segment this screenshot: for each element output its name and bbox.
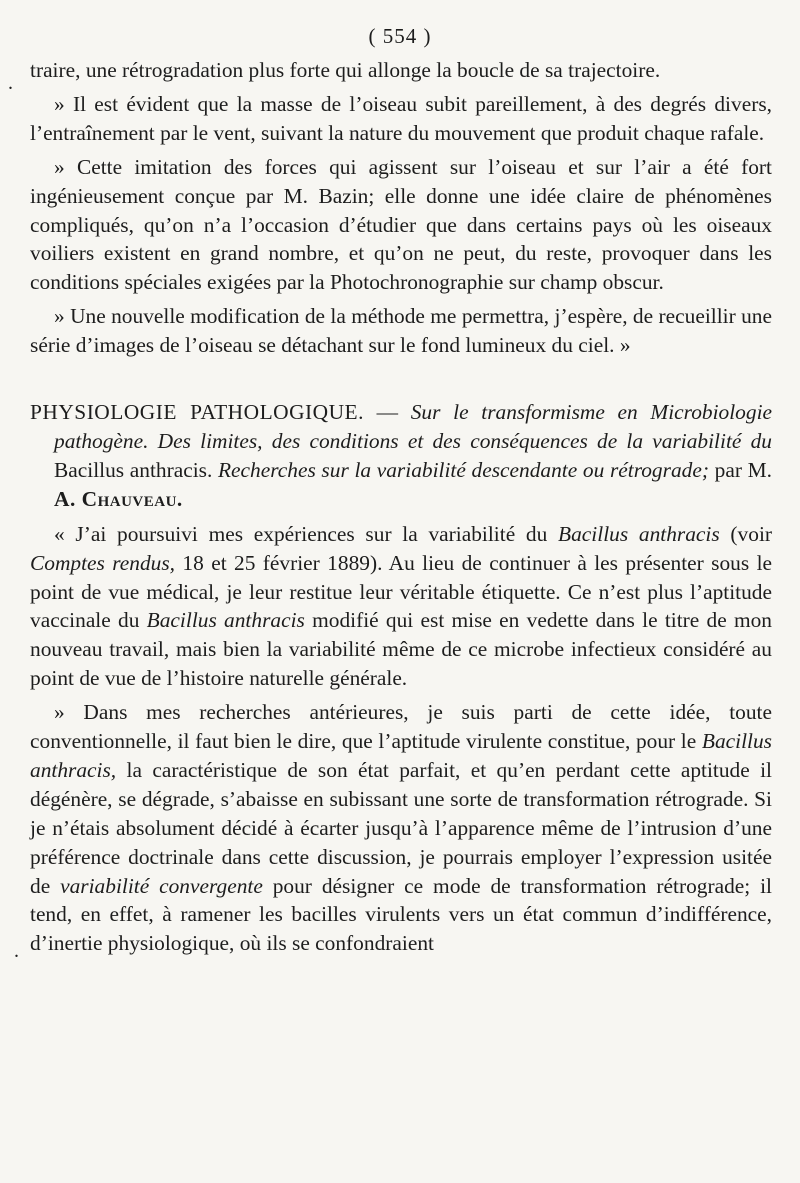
- text-run: (voir: [719, 521, 773, 546]
- body-text: [30, 56, 772, 958]
- text-run: pour désigner ce mode de transformation rétrograde; il tend, en effet, à ramener les bacilles virulents vers un état commun d’indifférence, d’inertie physiologique, où ils se confondraient: [30, 873, 772, 956]
- section-title-roman: Bacillus anthracis.: [54, 457, 213, 482]
- section-label: PHYSIOLOGIE PATHOLOGIQUE.: [30, 400, 364, 425]
- paragraph: [30, 520, 772, 693]
- italic-run: Bacillus anthracis: [146, 608, 305, 633]
- author-name: A. Chauveau.: [54, 486, 183, 511]
- section-heading: [30, 398, 772, 514]
- paragraph: » Cette imitation des forces qui agissent sur l’oiseau et sur l’air a été fort ingénieusement conçue par M. Bazin; elle donne une idée claire de phénomènes compliqués, qu’on n’a l’occasion d’étudier que dans certains pays où les oiseaux voiliers existent en grand nombre, et qu’on ne peut, du reste, provoquer dans les conditions spéciales exigées par la Photochronographie sur champ obscur.: [30, 154, 772, 295]
- paragraph: traire, une rétrogradation plus forte qui allonge la boucle de sa trajectoire.: [30, 58, 661, 82]
- heading-dash: —: [363, 400, 411, 425]
- italic-run: Comptes rendus,: [30, 550, 176, 575]
- text-run: la caractéristique de son état parfait, et qu’en perdant cette aptitude il dégénère, se dégrade, s’abaisse en subissant une sorte de transformation rétrograde. Si je n’étais absolument décidé à écarter jusqu’à l’apparence même de l’intrusion d’une préférence doctrinale dans cette discussion, je pourrais employer l’expression usitée de: [30, 757, 772, 898]
- text-run: « J’ai poursuivi mes expériences sur la variabilité du: [54, 521, 559, 546]
- paragraph: » Il est évident que la masse de l’oiseau subit pareillement, à des degrés divers, l’entraînement par le vent, suivant la nature du mouvement que produit chaque rafale.: [30, 91, 772, 145]
- italic-run: variabilité convergente: [60, 873, 263, 898]
- text-run: modifié qui est mise en vedette dans le titre de mon nouveau travail, mais bien la variabilité même de ce microbe infectieux considéré au point de vue de l’histoire naturelle générale.: [30, 608, 773, 691]
- italic-run: Bacillus anthracis: [558, 521, 720, 546]
- paragraph: » Une nouvelle modification de la méthode me permettra, j’espère, de recueillir une série d’images de l’oiseau se détachant sur le fond lumineux du ciel. »: [30, 304, 772, 358]
- section-title: Recherches sur la variabilité descendante ou rétrograde;: [212, 457, 709, 482]
- text-run: 18 et 25 février 1889). Au lieu de continuer à les présenter sous le point de vue médical, je leur restitue leur véritable étiquette. Ce n’est plus l’aptitude vaccinale du: [30, 550, 773, 633]
- section-title: Sur le transformisme en Microbiologie pathogène. Des limites, des conditions et des conséquences de la variabilité du: [54, 400, 773, 453]
- italic-run: Bacillus anthracis,: [30, 729, 772, 782]
- page-number: ( 554 ): [368, 24, 432, 48]
- section-par: par M.: [708, 457, 772, 482]
- margin-mark: .: [8, 72, 13, 94]
- text-run: » Dans mes recherches antérieures, je suis parti de cette idée, toute conventionnelle, il faut bien le dire, que l’aptitude virulente constitue, pour le: [30, 700, 772, 754]
- margin-mark: .: [14, 940, 19, 962]
- paragraph: [30, 698, 772, 958]
